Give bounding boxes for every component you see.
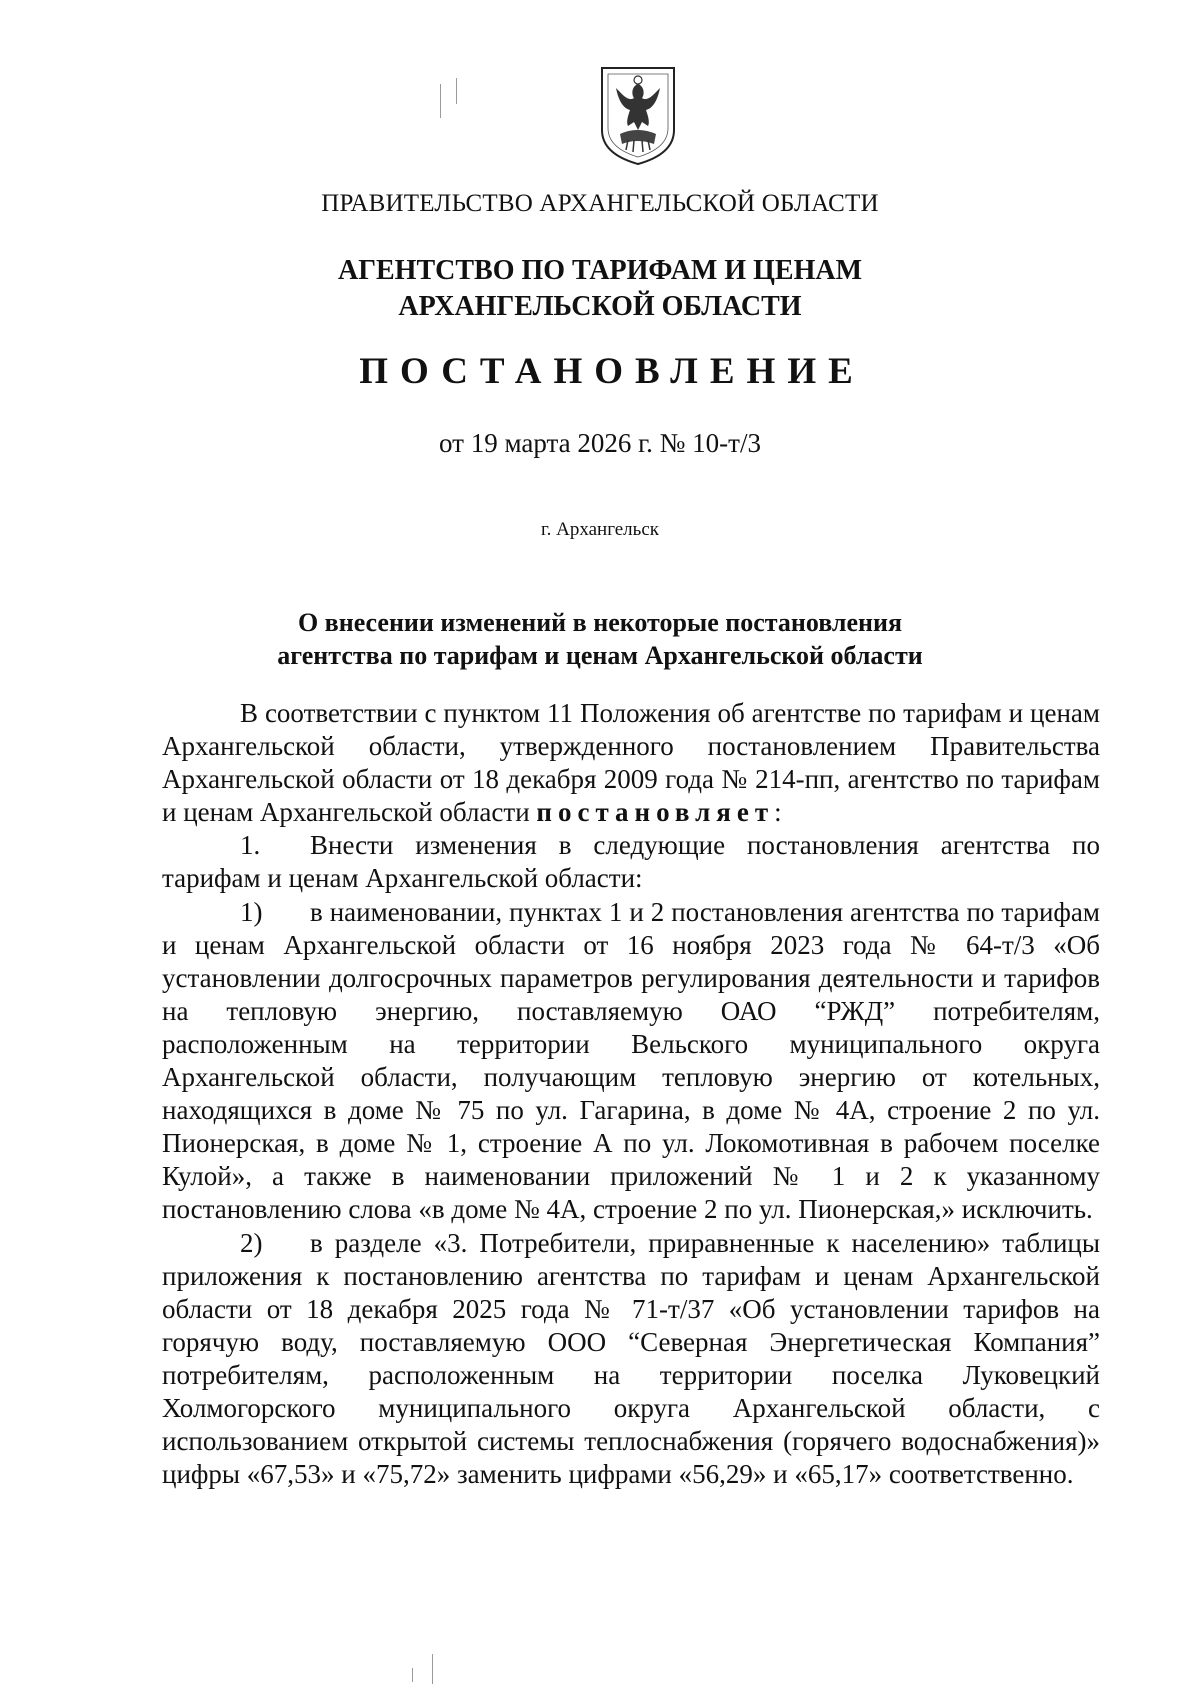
subitem-1-text: в наименовании, пунктах 1 и 2 постановления агентства по тарифам и ценам Архангельской области от 16 ноября 2023 года № 64-т/3 «Об установлении долгосрочных параметров регулирования деятельности и тарифов на тепловую энергию, поставляемую ОАО “РЖД” потребителям, расположенным на территории Вельского муниципального округа Архангельской области, получающим тепловую энергию от котельных, находящихся в доме № 75 по ул. Гагарина, в доме № 4А, строение 2 по ул. Пионерская, в доме № 1, строение А по ул. Локомотивная в рабочем поселке Кулой», а также в наименовании приложений № 1 и 2 к указанному постановлению слова «в доме № 4А, строение 2 по ул. Пионерская,» исключить. [162, 896, 1100, 1225]
scan-artifact-mark [456, 78, 457, 104]
document-type-title: ПОСТАНОВЛЕНИЕ [359, 351, 865, 392]
agency-name-line2: АРХАНГЕЛЬСКОЙ ОБЛАСТИ [398, 291, 802, 322]
scan-artifact-mark [440, 84, 441, 118]
subitem-1-paragraph [162, 896, 1100, 1227]
document-date-number: от 19 марта 2026 г. № 10-т/3 [439, 428, 761, 458]
preamble-colon: : [774, 797, 782, 828]
document-city: г. Архангельск [540, 519, 659, 540]
agency-name-line1: АГЕНТСТВО ПО ТАРИФАМ И ЦЕНАМ [337, 255, 863, 286]
document-subject [0, 606, 1200, 672]
government-name: ПРАВИТЕЛЬСТВО АРХАНГЕЛЬСКОЙ ОБЛАСТИ [321, 190, 879, 217]
item-1-number: 1. [240, 830, 261, 861]
scan-artifact-mark [412, 1668, 413, 1682]
agency-name [0, 253, 1200, 325]
item-1-paragraph [162, 829, 1100, 895]
coat-of-arms-emblem [598, 64, 678, 166]
subitem-1-number: 1) [240, 896, 263, 927]
document-body [162, 697, 1100, 1491]
preamble-decree-word: постановляет [536, 797, 775, 828]
subitem-2-number: 2) [240, 1227, 263, 1258]
subject-line2: агентства по тарифам и ценам Архангельской области [277, 641, 923, 670]
item-1-text: Внести изменения в следующие постановления агентства по тарифам и ценам Архангельской области: [162, 830, 1100, 894]
subject-line1: О внесении изменений в некоторые постановления [297, 608, 903, 637]
scan-artifact-mark [432, 1654, 433, 1684]
preamble-paragraph [162, 697, 1100, 829]
subitem-2-paragraph [162, 1227, 1100, 1492]
preamble-text: В соответствии с пунктом 11 Положения об агентстве по тарифам и ценам Архангельской области, утвержденного постановлением Правительства Архангельской области от 18 декабря 2009 года № 214-пп, агентство по тарифам и ценам Архангельской области [162, 698, 1100, 828]
subitem-2-text: в разделе «3. Потребители, приравненные к населению» таблицы приложения к постановлению агентства по тарифам и ценам Архангельской области от 18 декабря 2025 года № 71-т/37 «Об установлении тарифов на горячую воду, поставляемую ООО “Северная Энергетическая Компания” потребителям, расположенным на территории поселка Луковецкий Холмогорского муниципального округа Архангельской области, с использованием открытой системы теплоснабжения (горячего водоснабжения)» цифры «67,53» и «75,72» заменить цифрами «56,29» и «65,17» соответственно. [162, 1227, 1100, 1490]
